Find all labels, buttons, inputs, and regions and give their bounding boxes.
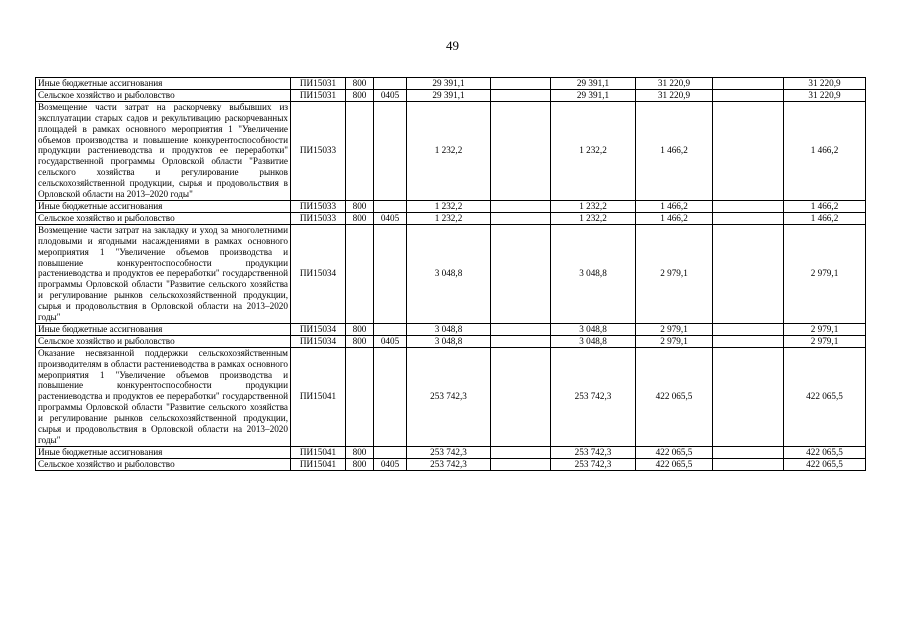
row-value-6: 422 065,5 <box>784 446 866 458</box>
row-value-1: 3 048,8 <box>407 323 491 335</box>
row-expense-type: 800 <box>346 458 374 470</box>
row-name: Сельское хозяйство и рыболовство <box>36 212 291 224</box>
row-value-5 <box>713 458 784 470</box>
row-name: Возмещение части затрат на закладку и уход за многолетними плодовыми и ягодными насаждениями в рамках основного мероприятия 1 "Увеличение объемов производства и повышение конкурентоспособности продукции растениеводства и продуктов ее переработки" государственной программы Орловской области "Развитие сельского хозяйства и регулирование рынков сельскохозяйственной продукции, сырья и продовольствия в Орловской области на 2013–2020 годы" <box>36 224 291 323</box>
row-value-3: 1 232,2 <box>551 101 636 200</box>
row-value-6: 1 466,2 <box>784 212 866 224</box>
row-expense-type <box>346 224 374 323</box>
row-value-5 <box>713 212 784 224</box>
row-section <box>374 224 407 323</box>
row-value-5 <box>713 89 784 101</box>
row-name: Иные бюджетные ассигнования <box>36 323 291 335</box>
row-value-6: 422 065,5 <box>784 458 866 470</box>
row-value-6: 2 979,1 <box>784 323 866 335</box>
row-value-2 <box>491 347 551 446</box>
row-value-3: 1 232,2 <box>551 200 636 212</box>
row-value-4: 31 220,9 <box>636 89 713 101</box>
row-value-4: 2 979,1 <box>636 224 713 323</box>
row-value-6: 1 466,2 <box>784 200 866 212</box>
row-value-5 <box>713 335 784 347</box>
table-row <box>36 101 866 200</box>
row-value-5 <box>713 323 784 335</box>
row-name: Сельское хозяйство и рыболовство <box>36 89 291 101</box>
row-value-2 <box>491 101 551 200</box>
row-value-3: 1 232,2 <box>551 212 636 224</box>
table-body <box>36 78 866 471</box>
row-expense-type: 800 <box>346 89 374 101</box>
row-section <box>374 78 407 90</box>
row-value-2 <box>491 224 551 323</box>
row-value-4: 422 065,5 <box>636 458 713 470</box>
row-value-1: 253 742,3 <box>407 458 491 470</box>
row-value-5 <box>713 101 784 200</box>
row-value-3: 3 048,8 <box>551 335 636 347</box>
row-value-4: 1 466,2 <box>636 212 713 224</box>
row-section <box>374 200 407 212</box>
row-value-2 <box>491 323 551 335</box>
row-value-3: 3 048,8 <box>551 323 636 335</box>
row-value-5 <box>713 200 784 212</box>
row-value-1: 1 232,2 <box>407 101 491 200</box>
table-row <box>36 212 866 224</box>
row-section: 0405 <box>374 458 407 470</box>
row-expense-type <box>346 101 374 200</box>
table-row <box>36 446 866 458</box>
row-name: Сельское хозяйство и рыболовство <box>36 335 291 347</box>
row-name: Иные бюджетные ассигнования <box>36 200 291 212</box>
row-section <box>374 347 407 446</box>
row-code: ПИ15034 <box>291 224 346 323</box>
row-value-3: 253 742,3 <box>551 347 636 446</box>
row-value-5 <box>713 224 784 323</box>
row-value-3: 29 391,1 <box>551 78 636 90</box>
table-row <box>36 335 866 347</box>
row-code: ПИ15041 <box>291 458 346 470</box>
page-number: 49 <box>446 38 459 53</box>
row-value-3: 253 742,3 <box>551 446 636 458</box>
row-value-6: 2 979,1 <box>784 335 866 347</box>
row-expense-type: 800 <box>346 78 374 90</box>
row-value-4: 422 065,5 <box>636 347 713 446</box>
row-name: Оказание несвязанной поддержки сельскохозяйственным производителям в области растениеводства в рамках основного мероприятия 1 "Увеличение объемов производства и повышение конкурентоспособности продукции растениеводства и продуктов ее переработки" государственной программы Орловской области "Развитие сельского хозяйства и регулирование рынков сельскохозяйственной продукции, сырья и продовольствия в Орловской области на 2013–2020 годы" <box>36 347 291 446</box>
table-row <box>36 200 866 212</box>
row-value-1: 1 232,2 <box>407 200 491 212</box>
row-code: ПИ15031 <box>291 89 346 101</box>
row-expense-type: 800 <box>346 323 374 335</box>
row-value-2 <box>491 335 551 347</box>
row-value-6: 1 466,2 <box>784 101 866 200</box>
row-value-1: 3 048,8 <box>407 335 491 347</box>
row-expense-type: 800 <box>346 335 374 347</box>
table-row <box>36 323 866 335</box>
row-name: Сельское хозяйство и рыболовство <box>36 458 291 470</box>
row-value-2 <box>491 200 551 212</box>
row-name: Иные бюджетные ассигнования <box>36 446 291 458</box>
row-value-1: 29 391,1 <box>407 89 491 101</box>
row-value-1: 1 232,2 <box>407 212 491 224</box>
table-row <box>36 347 866 446</box>
row-expense-type <box>346 347 374 446</box>
row-value-4: 1 466,2 <box>636 101 713 200</box>
row-value-4: 1 466,2 <box>636 200 713 212</box>
row-value-6: 31 220,9 <box>784 89 866 101</box>
row-value-6: 2 979,1 <box>784 224 866 323</box>
row-code: ПИ15034 <box>291 335 346 347</box>
row-section: 0405 <box>374 89 407 101</box>
row-section: 0405 <box>374 335 407 347</box>
row-section: 0405 <box>374 212 407 224</box>
row-value-4: 2 979,1 <box>636 323 713 335</box>
row-value-1: 253 742,3 <box>407 446 491 458</box>
row-name: Иные бюджетные ассигнования <box>36 78 291 90</box>
row-value-3: 29 391,1 <box>551 89 636 101</box>
row-code: ПИ15033 <box>291 212 346 224</box>
row-value-4: 2 979,1 <box>636 335 713 347</box>
row-value-2 <box>491 212 551 224</box>
row-value-1: 253 742,3 <box>407 347 491 446</box>
row-value-2 <box>491 458 551 470</box>
row-section <box>374 323 407 335</box>
row-value-6: 422 065,5 <box>784 347 866 446</box>
row-section <box>374 446 407 458</box>
row-value-6: 31 220,9 <box>784 78 866 90</box>
row-code: ПИ15031 <box>291 78 346 90</box>
budget-table <box>35 77 866 471</box>
row-code: ПИ15041 <box>291 446 346 458</box>
row-code: ПИ15041 <box>291 347 346 446</box>
row-code: ПИ15033 <box>291 101 346 200</box>
row-value-1: 29 391,1 <box>407 78 491 90</box>
row-name: Возмещение части затрат на раскорчевку выбывших из эксплуатации старых садов и рекультивацию раскорчеванных площадей в рамках основного мероприятия 1 "Увеличение объемов производства и повышение конкурентоспособности продукции растениеводства и продуктов ее переработки" государственной программы Орловской области "Развитие сельского хозяйства и регулирование рынков сельскохозяйственной продукции, сырья и продовольствия в Орловской области на 2013–2020 годы" <box>36 101 291 200</box>
row-expense-type: 800 <box>346 446 374 458</box>
table-row <box>36 224 866 323</box>
row-expense-type: 800 <box>346 212 374 224</box>
row-expense-type: 800 <box>346 200 374 212</box>
row-value-1: 3 048,8 <box>407 224 491 323</box>
table-row <box>36 89 866 101</box>
row-value-3: 253 742,3 <box>551 458 636 470</box>
row-value-5 <box>713 347 784 446</box>
row-value-5 <box>713 78 784 90</box>
row-code: ПИ15034 <box>291 323 346 335</box>
row-value-2 <box>491 78 551 90</box>
row-value-3: 3 048,8 <box>551 224 636 323</box>
row-value-4: 31 220,9 <box>636 78 713 90</box>
row-value-4: 422 065,5 <box>636 446 713 458</box>
row-value-2 <box>491 446 551 458</box>
row-section <box>374 101 407 200</box>
table-row <box>36 78 866 90</box>
table-row <box>36 458 866 470</box>
row-value-5 <box>713 446 784 458</box>
row-value-2 <box>491 89 551 101</box>
row-code: ПИ15033 <box>291 200 346 212</box>
